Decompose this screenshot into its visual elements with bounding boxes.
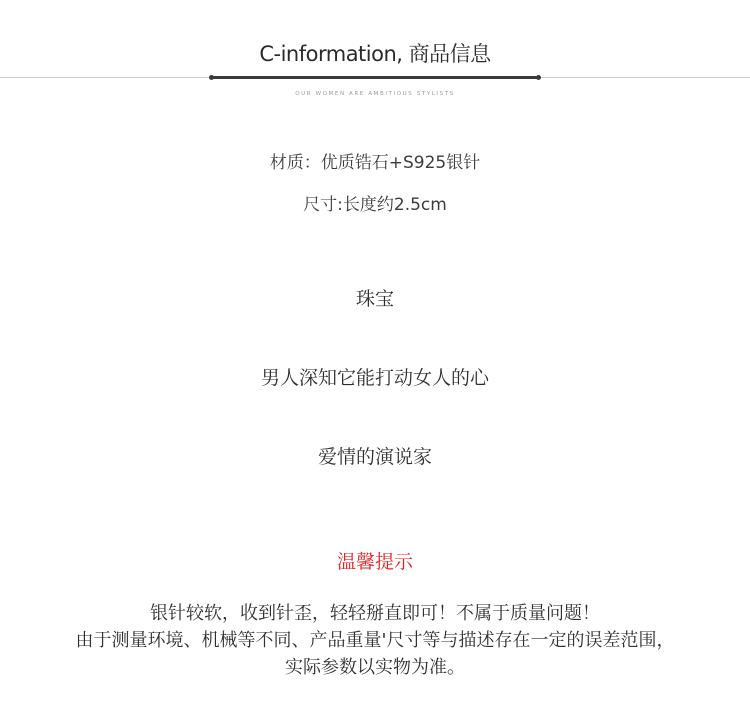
notice-line-3: 实际参数以实物为准。 [285,657,465,678]
spec-material: 材质：优质锆石+S925银针 [269,153,481,173]
notice-heading: 温馨提示 [336,551,413,573]
section-tagline: OUR WOMEN ARE AMBITIOUS STYLISTS [295,91,455,97]
poem-line-1: 珠宝 [355,288,394,310]
spec-size: 尺寸:长度约2.5cm [303,195,447,215]
poem-line-3: 爱情的演说家 [317,446,432,468]
poem-line-2: 男人深知它能打动女人的心 [260,367,489,389]
notice-line-1: 银针较软，收到针歪，轻轻掰直即可！不属于质量问题！ [150,603,600,624]
underline-right-dot [536,75,541,80]
notice-line-2: 由于测量环境、机械等不同、产品重量'尺寸等与描述存在一定的误差范围， [75,630,675,651]
section-title: C-information, 商品信息 [259,42,491,66]
title-underline-bar [212,76,539,79]
underline-left-dot [209,75,214,80]
